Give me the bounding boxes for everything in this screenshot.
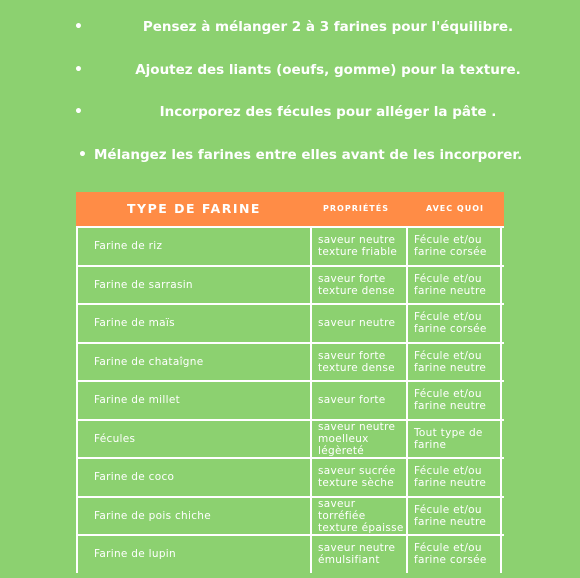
- tip-text: Incorporez des fécules pour alléger la pâte .: [159, 104, 497, 120]
- table-row: [76, 419, 504, 458]
- tip-item: [0, 58, 580, 82]
- flour-pairing: Fécule et/ou farine neutre: [406, 344, 502, 381]
- flour-name: Farine de sarrasin: [76, 267, 310, 304]
- table-row: [76, 380, 504, 419]
- flour-properties: saveur neutre moelleux légèreté: [310, 421, 406, 458]
- flour-properties: saveur neutre texture friable: [310, 228, 406, 265]
- flour-pairing: Fécule et/ou farine neutre: [406, 267, 502, 304]
- table-row: [76, 342, 504, 381]
- tip-item: [0, 15, 580, 39]
- bullet-icon: •: [74, 104, 83, 120]
- table-body: [76, 226, 504, 573]
- tip-text: Ajoutez des liants (oeufs, gomme) pour la texture.: [135, 62, 521, 78]
- flour-pairing: Fécule et/ou farine corsée: [406, 305, 502, 342]
- flour-properties: saveur sucrée texture sèche: [310, 459, 406, 496]
- flour-name: Farine de lupin: [76, 536, 310, 573]
- flour-properties: saveur neutre émulsifiant: [310, 536, 406, 573]
- bullet-icon: •: [74, 19, 83, 35]
- flour-properties: saveur forte texture dense: [310, 344, 406, 381]
- flour-pairing: Fécule et/ou farine neutre: [406, 382, 502, 419]
- flour-pairing: Tout type de farine: [406, 421, 502, 458]
- bullet-icon: •: [78, 147, 87, 163]
- flour-properties: saveur neutre: [310, 305, 406, 342]
- flour-properties: saveur forte: [310, 382, 406, 419]
- tip-item: [0, 143, 580, 167]
- flour-name: Farine de maïs: [76, 305, 310, 342]
- bullet-icon: •: [74, 62, 83, 78]
- table-row: [76, 265, 504, 304]
- tip-text: Mélangez les farines entre elles avant de les incorporer.: [94, 147, 523, 163]
- tip-item: [0, 100, 580, 124]
- table-row: [76, 534, 504, 573]
- flour-table: [76, 192, 504, 573]
- flour-properties: saveur forte texture dense: [310, 267, 406, 304]
- table-row: [76, 496, 504, 535]
- table-header: [76, 192, 504, 226]
- header-type: TYPE DE FARINE: [127, 201, 261, 216]
- flour-pairing: Fécule et/ou farine neutre: [406, 459, 502, 496]
- table-row: [76, 457, 504, 496]
- tip-text: Pensez à mélanger 2 à 3 farines pour l'équilibre.: [142, 19, 514, 35]
- flour-name: Farine de chataîgne: [76, 344, 310, 381]
- flour-name: Farine de pois chiche: [76, 498, 310, 535]
- flour-pairing: Fécule et/ou farine corsée: [406, 228, 502, 265]
- flour-name: Fécules: [76, 421, 310, 458]
- table-row: [76, 226, 504, 265]
- flour-pairing: Fécule et/ou farine neutre: [406, 498, 502, 535]
- flour-name: Farine de riz: [76, 228, 310, 265]
- flour-name: Farine de millet: [76, 382, 310, 419]
- header-properties: PROPRIÉTÉS: [323, 204, 389, 213]
- header-with: AVEC QUOI: [425, 204, 485, 213]
- flour-name: Farine de coco: [76, 459, 310, 496]
- flour-pairing: Fécule et/ou farine corsée: [406, 536, 502, 573]
- flour-properties: saveur torréfiée texture épaisse: [310, 498, 406, 535]
- table-row: [76, 303, 504, 342]
